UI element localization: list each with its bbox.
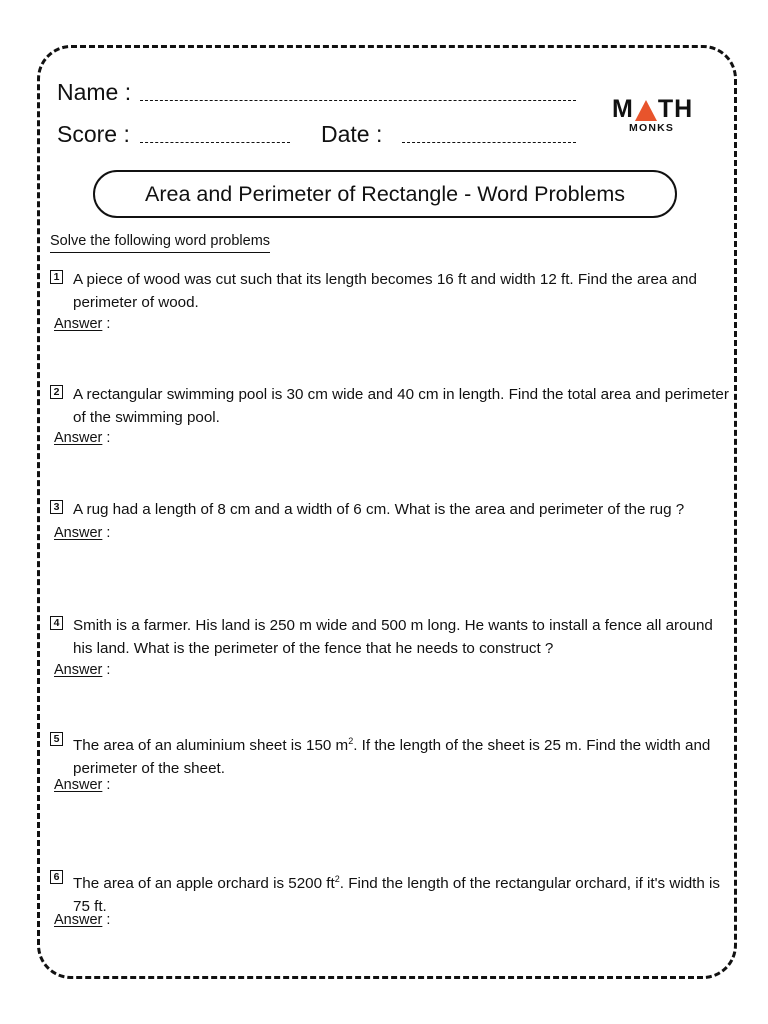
question-number: 5 — [50, 732, 63, 746]
answer-colon: : — [106, 316, 111, 332]
question-text-part: . Find the length of the rectangular orchard, if it's width is 75 ft. — [73, 875, 721, 916]
answer-colon: : — [106, 525, 111, 541]
answer-label-4[interactable] — [54, 662, 110, 678]
answer-colon: : — [106, 430, 111, 446]
question-number: 3 — [50, 500, 63, 514]
name-label: Name : — [57, 79, 132, 105]
name-line[interactable] — [140, 100, 576, 101]
answer-text: Answer — [54, 316, 103, 332]
answer-label-6[interactable] — [54, 912, 110, 928]
question-number: 4 — [50, 616, 63, 630]
answer-text: Answer — [54, 430, 103, 446]
answer-colon: : — [106, 777, 111, 793]
logo-math-right: TH — [657, 95, 694, 123]
answer-label-2[interactable] — [54, 430, 110, 446]
date-label: Date : — [321, 121, 383, 147]
title-text: Area and Perimeter of Rectangle - Word Problems — [145, 181, 625, 206]
date-line[interactable] — [402, 142, 576, 143]
question-text: A rug had a length of 8 cm and a width of 6 cm. What is the area and perimeter of the rug ? — [73, 501, 685, 518]
question-text-part: . If the length of the sheet is 25 m. Find the width and perimeter of the sheet. — [73, 737, 711, 778]
answer-text: Answer — [54, 525, 103, 541]
question-text: Smith is a farmer. His land is 250 m wide and 500 m long. He wants to install a fence all around his land. What is the perimeter of the fence that he needs to construct ? — [73, 617, 713, 657]
triangle-icon — [635, 100, 657, 121]
worksheet-title — [93, 170, 677, 218]
math-monks-logo — [612, 95, 692, 135]
answer-label-5[interactable] — [54, 777, 110, 793]
superscript: 2 — [348, 736, 354, 746]
logo-math-left: M — [612, 95, 634, 123]
question-number: 1 — [50, 270, 63, 284]
answer-text: Answer — [54, 777, 103, 793]
instructions: Solve the following word problems — [50, 233, 270, 253]
question-text: A piece of wood was cut such that its length becomes 16 ft and width 12 ft. Find the area and perimeter of wood. — [73, 271, 697, 311]
question-text-part: The area of an aluminium sheet is 150 m — [73, 737, 349, 755]
question-text — [73, 730, 733, 780]
question-text — [73, 868, 733, 918]
answer-label-1[interactable] — [54, 316, 110, 332]
score-label: Score : — [57, 121, 130, 147]
answer-text: Answer — [54, 662, 103, 678]
question-text-part: The area of an apple orchard is 5200 ft — [73, 875, 335, 893]
answer-text: Answer — [54, 912, 103, 928]
answer-label-3[interactable] — [54, 525, 110, 541]
superscript: 2 — [334, 874, 340, 884]
question-text: A rectangular swimming pool is 30 cm wide and 40 cm in length. Find the total area and perimeter of the swimming pool. — [73, 386, 729, 426]
answer-colon: : — [106, 912, 111, 928]
logo-monks: MONKS — [629, 122, 675, 134]
answer-colon: : — [106, 662, 111, 678]
question-number: 6 — [50, 870, 63, 884]
score-line[interactable] — [140, 142, 290, 143]
question-number: 2 — [50, 385, 63, 399]
